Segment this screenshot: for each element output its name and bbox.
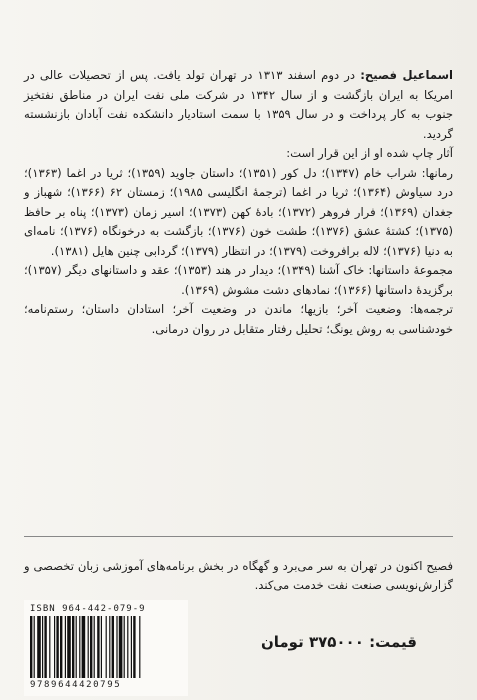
price-label: قیمت: <box>369 633 417 651</box>
stories-body: خاک آشنا (۱۳۴۹)؛ دیدار در هند (۱۳۵۳)؛ عقد و داستانهای دیگر (۱۳۵۷)؛ برگزیدهٔ داستانها (۱۳۶۶)؛ نمادهای دشت مشوش (۱۳۶۹). <box>24 263 453 297</box>
novels-heading: رمانها: <box>421 165 454 180</box>
author-name: اسماعیل فصیح: <box>360 68 453 82</box>
price <box>261 633 417 651</box>
price-amount: ۳۷۵۰۰۰ تومان <box>260 633 364 651</box>
barcode-digits: 9789644420795 <box>30 680 122 690</box>
barcode-area <box>24 600 188 696</box>
isbn-label: ISBN 964-442-079-9 <box>30 604 146 614</box>
intro-paragraph <box>24 66 453 144</box>
translations-body: وضعیت آخر؛ بازیها؛ ماندن در وضعیت آخر؛ استادان داستان؛ رستم‌نامه؛ خودشناسی به روش یونگ؛ تحلیل رفتار متقابل در روان درمانی. <box>24 302 453 336</box>
stories-heading: مجموعهٔ داستانها: <box>368 263 454 277</box>
stories-paragraph <box>24 261 453 300</box>
biography-text <box>24 66 453 339</box>
translations-paragraph <box>24 300 453 339</box>
novels-paragraph <box>24 164 453 262</box>
novels-body: شراب خام (۱۳۴۷)؛ دل کور (۱۳۵۱)؛ داستان جاوید (۱۳۵۹)؛ ثریا در اغما (۱۳۶۳)؛ درد سیاوش (۱۳۶۴)؛ ثریا در اغما (ترجمهٔ انگلیسی ۱۹۸۵)؛ زمستان ۶۲ (۱۳۶۶)؛ شهباز و جغدان (۱۳۶۹)؛ فرار فروهر (۱۳۷۲)؛ بادهٔ کهن (۱۳۷۳)؛ اسیر زمان (۱۳۷۳)؛ پناه بر حافظ (۱۳۷۵)؛ کشتهٔ عشق (۱۳۷۶)؛ طشت خون (۱۳۷۶)؛ بازگشت به درخونگاه (۱۳۷۶)؛ نامه‌ای به دنیا (۱۳۷۶)؛ لاله برافروخت (۱۳۷۹)؛ در انتظار (۱۳۷۹)؛ گردابی چنین هایل (۱۳۸۱). <box>24 165 453 258</box>
translations-heading: ترجمه‌ها: <box>409 302 454 316</box>
closing-paragraph: فصیح اکنون در تهران به سر می‌برد و گهگاه در بخش برنامه‌های آموزشی زبان تخصصی و گزارش‌نویسی صنعت نفت خدمت می‌کند. <box>24 558 453 593</box>
divider <box>24 536 453 537</box>
barcode-icon <box>30 616 182 678</box>
intro-body: در دوم اسفند ۱۳۱۳ در تهران تولد یافت. پس از تحصیلات عالی در امریکا به ایران بازگشت و از سال ۱۳۴۲ در شرکت ملی نفت ایران در مناطق نفتخیز جنوب به کار پرداخت و در سال ۱۳۵۹ با سمت استادیار دانشکده نفت آبادان بازنشسته گردید. <box>24 68 453 141</box>
works-line: آثار چاپ شده او از این قرار است: <box>286 146 453 160</box>
